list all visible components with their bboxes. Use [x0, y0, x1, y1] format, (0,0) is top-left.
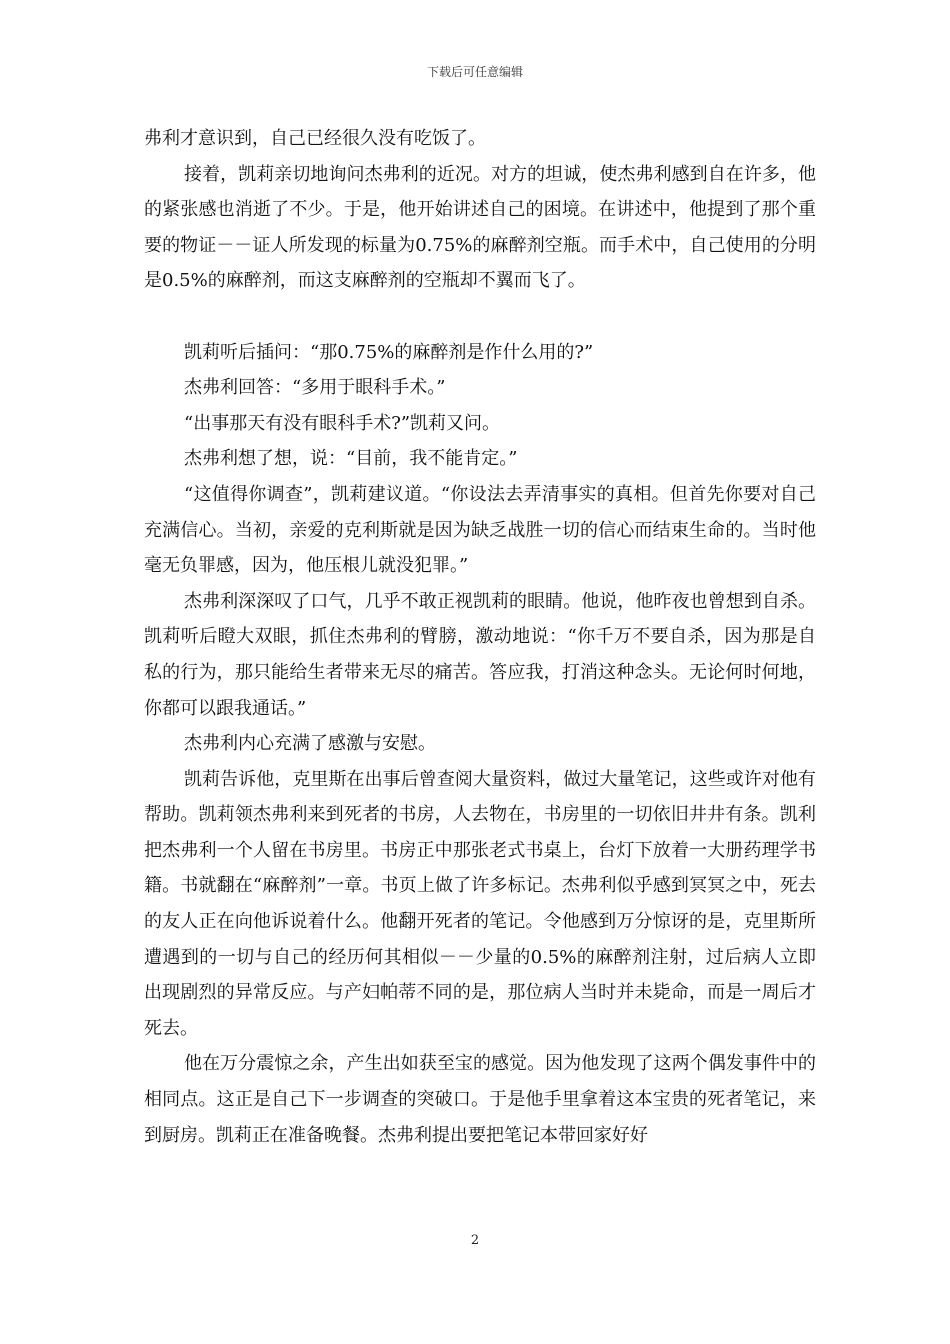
- paragraph: “出事那天有没有眼科手术?”凯莉又问。: [184, 412, 501, 434]
- body-text: [144, 121, 816, 1153]
- paragraph: 弗利才意识到，自己已经很久没有吃饭了。: [144, 128, 486, 149]
- paragraph: “这值得你调查”，凯莉建议道。“你设法去弄清事实的真相。但首先你要对自己充满信心。当初，亲爱的克利斯就是因为缺乏战胜一切的信心而结束生命的。当时他毫无负罪感，因为，他压根儿就没犯罪。”: [144, 483, 816, 577]
- page-number: 2: [470, 1233, 480, 1248]
- paragraph: 接着，凯莉亲切地询问杰弗利的近况。对方的坦诚，使杰弗利感到自在许多，他的紧张感也消逝了不少。于是，他开始讲述自己的困境。在讲述中，他提到了那个重要的物证－－证人所发现的标量为0.75%的麻醉剂空瓶。而手术中，自己使用的分明是0.5%的麻醉剂，而这支麻醉剂的空瓶却不翼而飞了。: [144, 163, 816, 292]
- paragraph: 凯莉告诉他，克里斯在出事后曾查阅大量资料，做过大量笔记，这些或许对他有帮助。凯莉领杰弗利来到死者的书房，人去物在，书房里的一切依旧井井有条。凯利把杰弗利一个人留在书房里。书房正中那张老式书桌上，台灯下放着一大册药理学书籍。书就翻在“麻醉剂”一章。书页上做了许多标记。杰弗利似乎感到冥冥之中，死去的友人正在向他诉说着什么。他翻开死者的笔记。令他感到万分惊讶的是，克里斯所遭遇到的一切与自己的经历何其相似－－少量的0.5%的麻醉剂注射，过后病人立即出现剧烈的异常反应。与产妇帕蒂不同的是，那位病人当时并未毙命，而是一周后才死去。: [144, 768, 816, 1039]
- paragraph: 杰弗利深深叹了口气，几乎不敢正视凯莉的眼睛。他说，他昨夜也曾想到自杀。凯莉听后瞪大双眼，抓住杰弗利的臂膀，激动地说：“你千万不要自杀，因为那是自私的行为，那只能给生者带来无尽的痛苦。答应我，打消这种念头。无论何时何地，你都可以跟我通话。”: [144, 590, 816, 719]
- paragraph: 杰弗利回答：“多用于眼科手术。”: [184, 377, 446, 399]
- paragraph: 杰弗利内心充满了感激与安慰。: [184, 733, 436, 755]
- paragraph: 杰弗利想了想，说：“目前，我不能肯定。”: [184, 448, 518, 470]
- page-header: 下载后可任意编辑: [426, 65, 523, 79]
- paragraph: 凯莉听后插问：“那0.75%的麻醉剂是作什么用的?”: [184, 341, 594, 363]
- paragraph: 他在万分震惊之余，产生出如获至宝的感觉。因为他发现了这两个偶发事件中的相同点。这正是自己下一步调查的突破口。于是他手里拿着这本宝贵的死者笔记，来到厨房。凯莉正在准备晚餐。杰弗利提出要把笔记本带回家好好: [144, 1053, 816, 1146]
